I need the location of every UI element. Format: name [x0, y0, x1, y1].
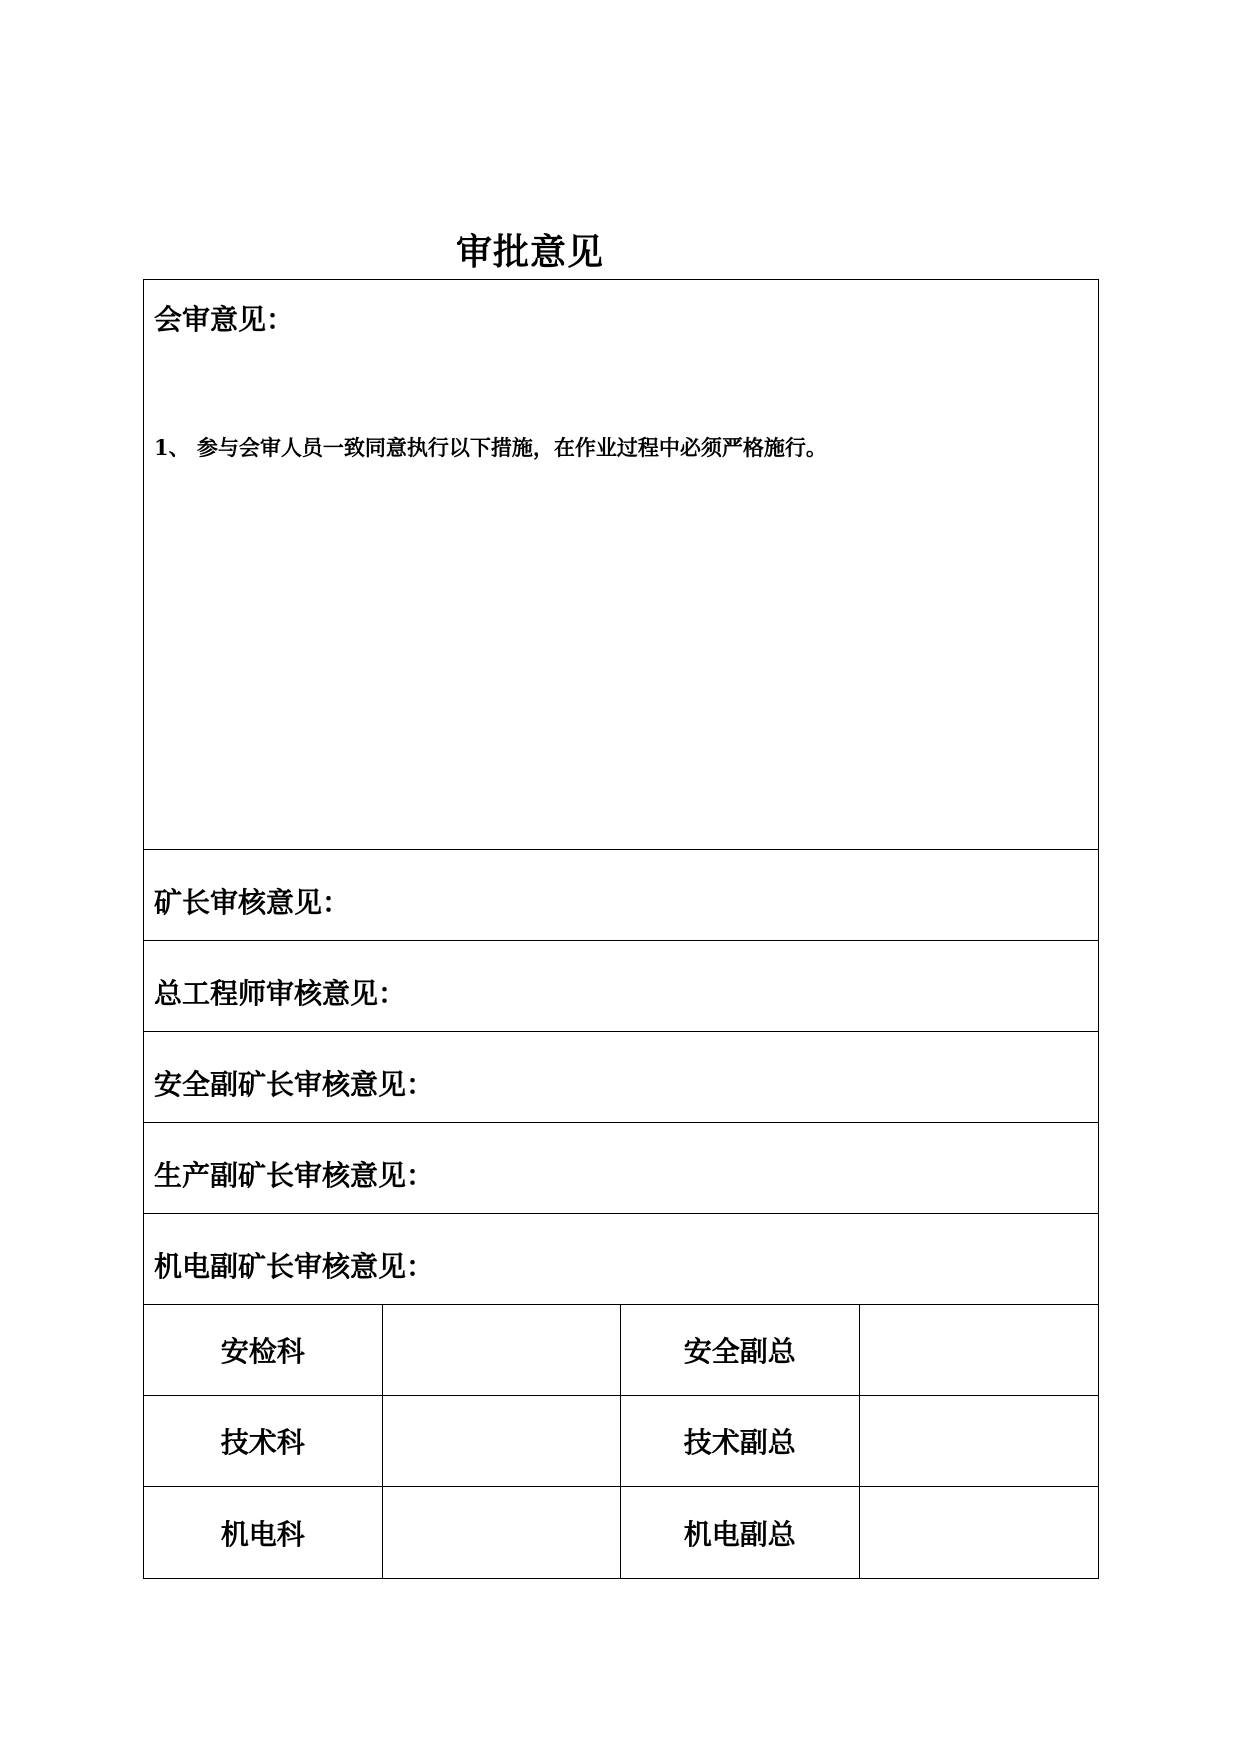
safety-deputy-opinion-label: 安全副矿长审核意见： [154, 1068, 435, 1101]
leader-signature-field[interactable] [860, 1305, 1099, 1395]
joint-review-item: 1、 参与会审人员一致同意执行以下措施，在作业过程中必须严格施行。 [154, 435, 827, 460]
signature-row [144, 1396, 1098, 1487]
dept-cell: 机电科 [144, 1487, 383, 1578]
production-deputy-opinion-row[interactable] [144, 1123, 1098, 1214]
mine-manager-opinion-row[interactable] [144, 850, 1098, 941]
approval-form [143, 279, 1099, 1579]
joint-review-label: 会审意见： [154, 303, 295, 336]
dept-cell: 技术科 [144, 1396, 383, 1486]
electromech-deputy-opinion-row[interactable] [144, 1214, 1098, 1305]
leader-cell: 机电副总 [621, 1487, 860, 1578]
leader-signature-field[interactable] [860, 1396, 1099, 1486]
signature-row [144, 1305, 1098, 1396]
dept-signature-field[interactable] [383, 1305, 622, 1395]
joint-review-section [144, 280, 1098, 850]
production-deputy-opinion-label: 生产副矿长审核意见： [154, 1159, 435, 1192]
chief-engineer-opinion-label: 总工程师审核意见： [154, 977, 407, 1010]
page-title: 审批意见 [455, 231, 604, 273]
dept-cell: 安检科 [144, 1305, 383, 1395]
dept-signature-field[interactable] [383, 1396, 622, 1486]
leader-cell: 技术副总 [621, 1396, 860, 1486]
signature-row [144, 1487, 1098, 1578]
safety-deputy-opinion-row[interactable] [144, 1032, 1098, 1123]
leader-signature-field[interactable] [860, 1487, 1099, 1578]
chief-engineer-opinion-row[interactable] [144, 941, 1098, 1032]
electromech-deputy-opinion-label: 机电副矿长审核意见： [154, 1250, 435, 1283]
leader-cell: 安全副总 [621, 1305, 860, 1395]
dept-signature-field[interactable] [383, 1487, 622, 1578]
mine-manager-opinion-label: 矿长审核意见： [154, 886, 351, 919]
